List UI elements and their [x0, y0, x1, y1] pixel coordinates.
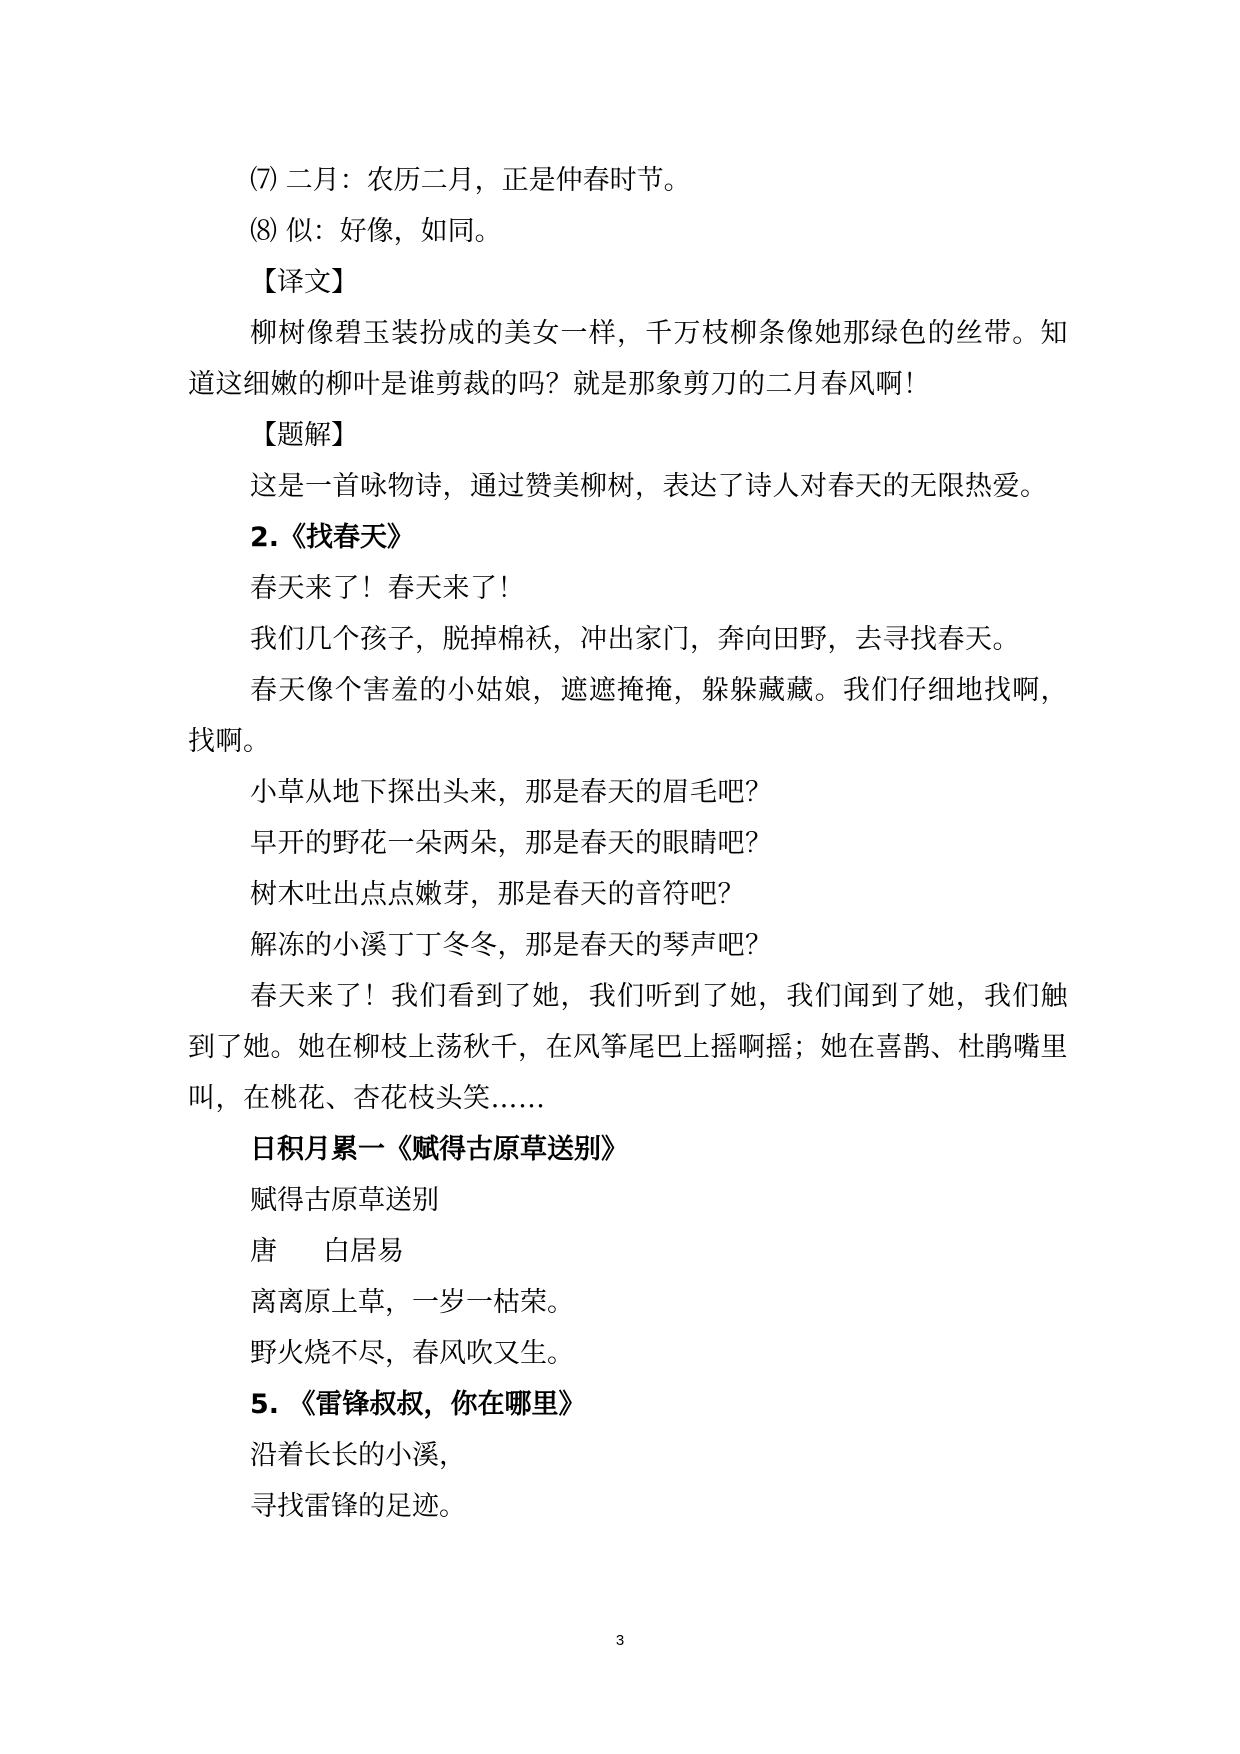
lesson-5-title: 5. 《雷锋叔叔，你在哪里》	[250, 1389, 586, 1420]
poem-author: 白居易	[323, 1236, 404, 1267]
page-content	[188, 155, 1068, 1532]
lesson-2-paragraph: 解冻的小溪丁丁冬冬，那是春天的琴声吧？	[250, 930, 773, 961]
lesson-2-paragraph: 树木吐出点点嫩芽，那是春天的音符吧？	[250, 879, 745, 910]
poem-line: 野火烧不尽，春风吹又生。	[250, 1338, 574, 1369]
poem-line: 离离原上草，一岁一枯荣。	[250, 1287, 574, 1318]
lesson-2-paragraph: 春天像个害羞的小姑娘，遮遮掩掩，躲躲藏藏。我们仔细地找啊，找啊。	[188, 675, 1068, 757]
poem-title: 赋得古原草送别	[250, 1185, 439, 1216]
lesson-2-paragraph: 小草从地下探出头来，那是春天的眉毛吧？	[250, 777, 773, 808]
explanation-heading: 【题解】	[250, 420, 358, 451]
lesson-2-paragraph: 春天来了！我们看到了她，我们听到了她，我们闻到了她，我们触到了她。她在柳枝上荡秋千，在风筝尾巴上摇啊摇；她在喜鹊、杜鹃嘴里叫，在桃花、杏花枝头笑……	[188, 981, 1068, 1114]
translation-heading: 【译文】	[250, 267, 358, 298]
translation-body: 柳树像碧玉装扮成的美女一样，千万枝柳条像她那绿色的丝带。知道这细嫩的柳叶是谁剪裁的吗？就是那象剪刀的二月春风啊！	[188, 318, 1068, 400]
accumulation-title: 日积月累一《赋得古原草送别》	[250, 1134, 628, 1165]
lesson-2-paragraph: 我们几个孩子，脱掉棉袄，冲出家门，奔向田野，去寻找春天。	[250, 624, 1020, 655]
page-number: 3	[615, 1632, 625, 1649]
lesson-2-paragraph: 早开的野花一朵两朵，那是春天的眼睛吧？	[250, 828, 773, 859]
poem-dynasty: 唐	[250, 1236, 277, 1267]
explanation-body: 这是一首咏物诗，通过赞美柳树，表达了诗人对春天的无限热爱。	[250, 471, 1048, 502]
lesson-2-title: 2.《找春天》	[250, 522, 415, 553]
lesson-2-paragraph: 春天来了！春天来了！	[250, 573, 525, 604]
footnote-7: ⑺ 二月：农历二月，正是仲春时节。	[250, 165, 691, 196]
lesson-5-line: 寻找雷锋的足迹。	[250, 1491, 466, 1522]
footnote-8: ⑻ 似：好像，如同。	[250, 216, 502, 247]
poem-byline	[188, 1226, 1068, 1277]
lesson-5-line: 沿着长长的小溪，	[250, 1440, 466, 1471]
